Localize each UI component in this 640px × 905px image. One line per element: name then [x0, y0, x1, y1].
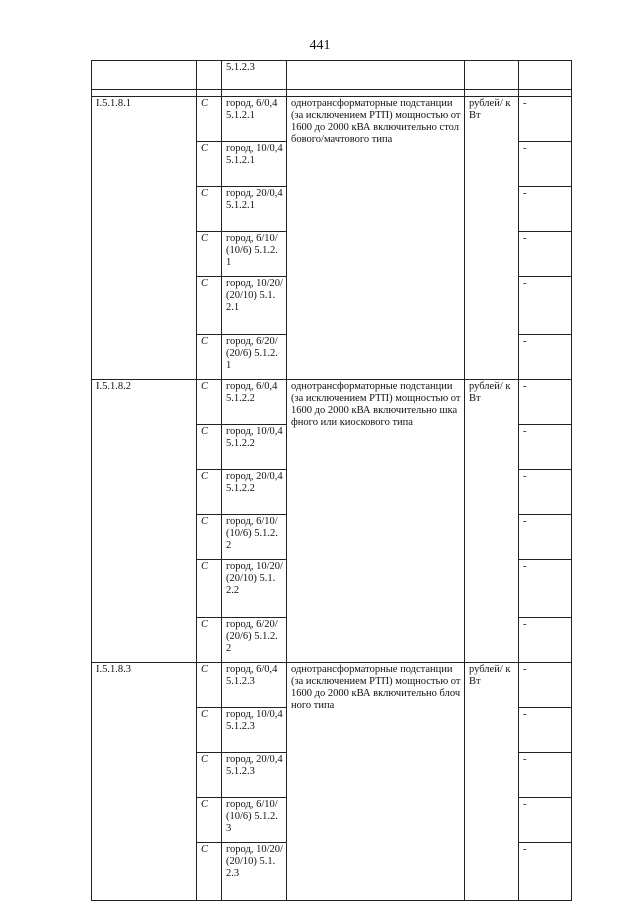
category-cell: C	[197, 618, 222, 663]
category-cell: C	[197, 798, 222, 843]
region-cell: город, 6/10/(10/6) 5.1.2.2	[222, 515, 287, 560]
value-cell: -	[519, 277, 572, 335]
region-cell: 5.1.2.3	[222, 61, 287, 90]
value-cell: -	[519, 798, 572, 843]
value-cell: -	[519, 560, 572, 618]
category-cell: C	[197, 232, 222, 277]
region-cell: город, 10/0,4 5.1.2.2	[222, 425, 287, 470]
region-cell: город, 10/20/(20/10) 5.1.2.3	[222, 843, 287, 901]
spacer-row	[92, 90, 572, 97]
unit-cell: рублей/ кВт	[465, 663, 519, 901]
region-cell: город, 6/10/(10/6) 5.1.2.3	[222, 798, 287, 843]
region-cell: город, 6/0,4 5.1.2.3	[222, 663, 287, 708]
category-cell: C	[197, 187, 222, 232]
value-cell: -	[519, 187, 572, 232]
value-cell: -	[519, 515, 572, 560]
category-cell: C	[197, 380, 222, 425]
region-cell: город, 10/0,4 5.1.2.1	[222, 142, 287, 187]
description-cell	[287, 61, 465, 90]
description-cell: однотрансформаторные подстанции (за исключением РТП) мощностью от 1600 до 2000 кВА включительно столбового/мачтового типа	[287, 97, 465, 380]
code-cell	[92, 61, 197, 90]
value-cell: -	[519, 708, 572, 753]
category-cell: C	[197, 708, 222, 753]
category-cell: C	[197, 753, 222, 798]
category-cell: C	[197, 335, 222, 380]
region-cell: город, 6/20/(20/6) 5.1.2.1	[222, 335, 287, 380]
category-cell: C	[197, 663, 222, 708]
value-cell: -	[519, 335, 572, 380]
value-cell: -	[519, 142, 572, 187]
region-cell: город, 20/0,4 5.1.2.2	[222, 470, 287, 515]
category-cell: C	[197, 515, 222, 560]
code-cell: I.5.1.8.3	[92, 663, 197, 901]
category-cell: C	[197, 277, 222, 335]
description-cell: однотрансформаторные подстанции (за исключением РТП) мощностью от 1600 до 2000 кВА включительно блочного типа	[287, 663, 465, 901]
region-cell: город, 10/0,4 5.1.2.3	[222, 708, 287, 753]
category-cell: C	[197, 142, 222, 187]
region-cell: город, 6/10/(10/6) 5.1.2.1	[222, 232, 287, 277]
code-cell: I.5.1.8.2	[92, 380, 197, 663]
category-cell: C	[197, 425, 222, 470]
value-cell	[519, 61, 572, 90]
value-cell: -	[519, 618, 572, 663]
category-cell: C	[197, 97, 222, 142]
description-cell: однотрансформаторные подстанции (за исключением РТП) мощностью от 1600 до 2000 кВА включительно шкафного или киоскового типа	[287, 380, 465, 663]
page-number: 441	[309, 38, 331, 53]
region-cell: город, 6/0,4 5.1.2.2	[222, 380, 287, 425]
table-row	[92, 380, 572, 425]
code-cell: I.5.1.8.1	[92, 97, 197, 380]
unit-cell: рублей/ кВт	[465, 380, 519, 663]
region-cell: город, 6/0,4 5.1.2.1	[222, 97, 287, 142]
unit-cell	[465, 61, 519, 90]
region-cell: город, 10/20/(20/10) 5.1.2.1	[222, 277, 287, 335]
region-cell: город, 6/20/(20/6) 5.1.2.2	[222, 618, 287, 663]
value-cell: -	[519, 470, 572, 515]
continuation-row	[92, 61, 572, 90]
tariff-table	[91, 60, 572, 901]
table-row	[92, 663, 572, 708]
category-cell	[197, 61, 222, 90]
value-cell: -	[519, 380, 572, 425]
value-cell: -	[519, 425, 572, 470]
value-cell: -	[519, 753, 572, 798]
category-cell: C	[197, 560, 222, 618]
category-cell: C	[197, 470, 222, 515]
table-row	[92, 97, 572, 142]
value-cell: -	[519, 663, 572, 708]
region-cell: город, 20/0,4 5.1.2.3	[222, 753, 287, 798]
unit-cell: рублей/ кВт	[465, 97, 519, 380]
category-cell: C	[197, 843, 222, 901]
region-cell: город, 20/0,4 5.1.2.1	[222, 187, 287, 232]
value-cell: -	[519, 232, 572, 277]
value-cell: -	[519, 843, 572, 901]
value-cell: -	[519, 97, 572, 142]
region-cell: город, 10/20/(20/10) 5.1.2.2	[222, 560, 287, 618]
